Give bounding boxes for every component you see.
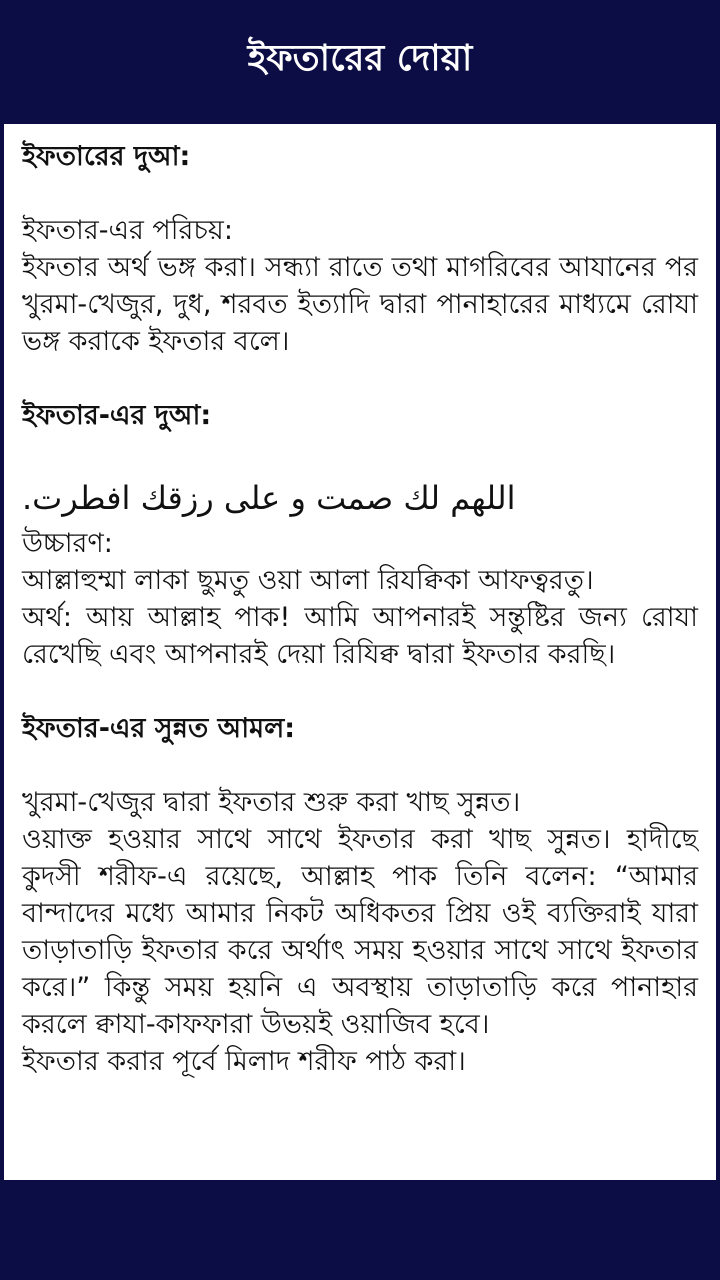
app-bar <box>0 0 720 124</box>
sunnah-item: ইফতার করার পূর্বে মিলাদ শরীফ পাঠ করা। <box>22 1046 466 1077</box>
main-heading: ইফতারের দুআ: <box>22 141 191 172</box>
bottom-bar <box>0 1180 720 1280</box>
meaning-paragraph: অর্থ: আয় আল্লাহ পাক! আমি আপনারই সন্তুষ্টির জন্য রোযা রেখেছি এবং আপনারই দেয়া রিযিক্ব দ্বারা ইফতার করছি। <box>22 602 698 670</box>
spacer <box>22 673 698 710</box>
spacer <box>22 434 698 471</box>
pronunciation-text: আল্লাহুম্মা লাকা ছুমতু ওয়া আলা রিযক্বিকা আফত্বরতু। <box>22 565 594 596</box>
intro-paragraph: ইফতার অর্থ ভঙ্গ করা। সন্ধ্যা রাতে তথা মাগরিবের আযানের পর খুরমা-খেজুর, দুধ, শরবত ইত্যাদি দ্বারা পানাহারের মাধ্যমে রোযা ভঙ্গ করাকে ইফতার বলে। <box>22 252 698 357</box>
spacer <box>22 360 698 397</box>
intro-label: ইফতার-এর পরিচয়: <box>22 215 233 246</box>
sunnah-item: ওয়াক্ত হওয়ার সাথে সাথে ইফতার করা খাছ সুন্নত। হাদীছে কুদসী শরীফ-এ রয়েছে, আল্লাহ পাক তিনি বলেন: “আমার বান্দাদের মধ্যে আমার নিকট অধিকতর প্রিয় ওই ব্যক্তিরাই যারা তাড়াতাড়ি ইফতার করে অর্থাৎ সময় হওয়ার সাথে সাথে ইফতার করে।” কিন্তু সময় হয়নি এ অবস্থায় তাড়াতাড়ি করে পানাহার করলে ক্বাযা-কাফফারা উভয়ই ওয়াজিব হবে। <box>22 824 698 1040</box>
spacer <box>22 175 698 212</box>
spacer <box>22 747 698 784</box>
dua-heading: ইফতার-এর দুআ: <box>22 400 212 431</box>
content-scroll <box>4 124 716 1080</box>
sunnah-heading: ইফতার-এর সুন্নত আমল: <box>22 713 296 744</box>
pronunciation-label: উচ্চারণ: <box>22 528 113 559</box>
sunnah-item: খুরমা-খেজুর দ্বারা ইফতার শুরু করা খাছ সুন্নত। <box>22 787 521 818</box>
content-card[interactable] <box>4 124 716 1180</box>
page-title: ইফতারের দোয়া <box>247 38 473 79</box>
arabic-dua: اللهم لك صمت و على رزقك افطرت. <box>22 479 516 517</box>
